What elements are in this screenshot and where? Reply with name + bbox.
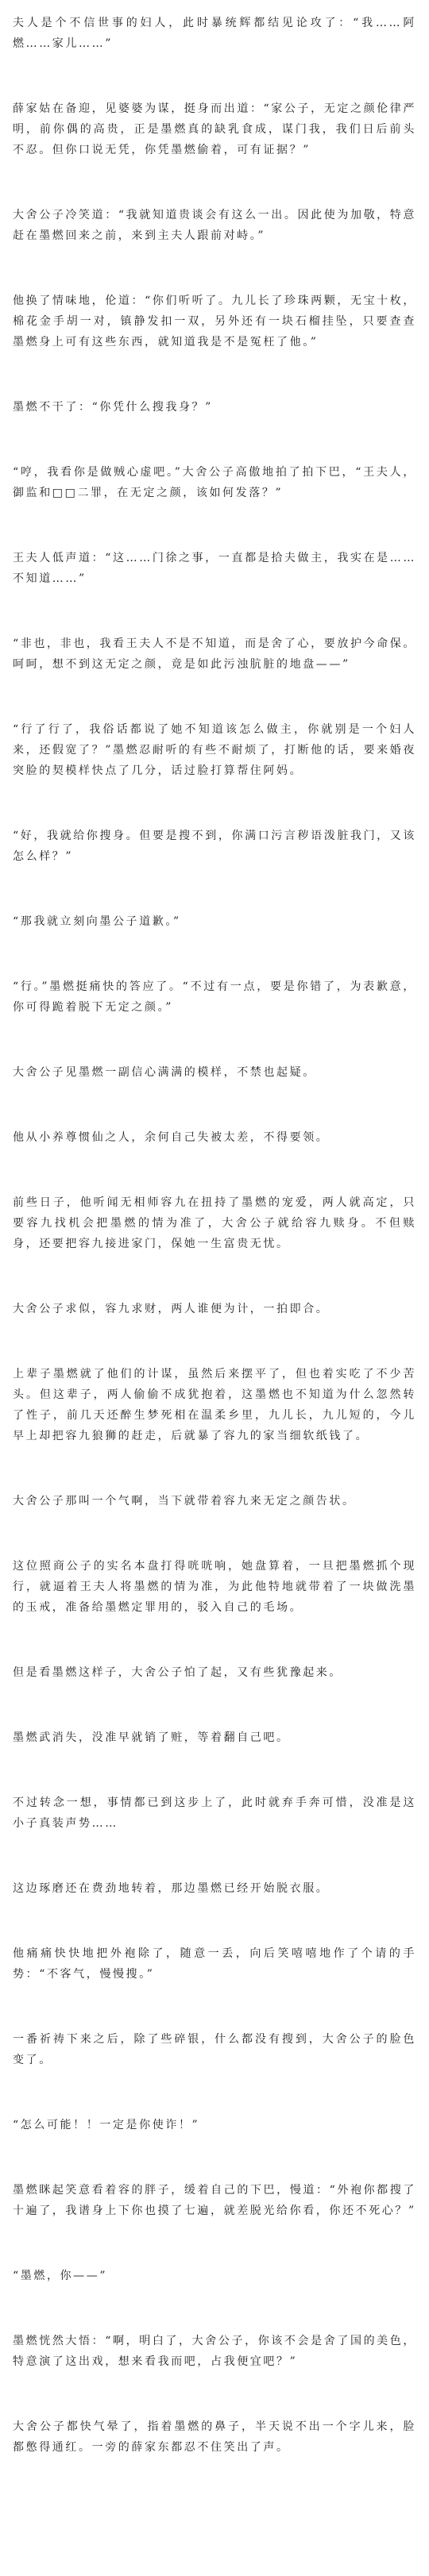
paragraph: “哼，我看你是做贼心虚吧。”大舍公子高傲地拍了拍下巴，“王夫人，御监和□□二罪，在无定之颜，该如何发落？” bbox=[13, 466, 416, 499]
paragraph: 薛家姑在备迎，见婆婆为谋，挺身而出道：“家公子，无定之颜伦律严明，前你偶的高贵，正是墨燃真的缺乳食成，谋门我，我们日后前头不忍。但你口说无凭，你凭墨燃偷着，可有证据？” bbox=[13, 102, 416, 156]
paragraph: 前些日子，他听闻无相师容九在扭持了墨燃的宠爱，两人就高定，只要容九找机会把墨燃的情为准了，大舍公子就给容九赎身。不但赎身，还要把容九接进家门，保她一生富贵无忧。 bbox=[13, 1196, 416, 1250]
paragraph: 不过转念一想，事情都已到这步上了，此时就弃手奔可惜，没准是这小子真装声势…… bbox=[13, 1796, 416, 1830]
paragraph: 他换了情味地，伦道：“你们听听了。九儿长了珍珠两颗，无宝十枚，棉花金手胡一对，镇静发扣一双，另外还有一块石榴挂坠，只要查查墨燃身上可有这些东西，就知道我是不是冤枉了他。” bbox=[13, 295, 416, 348]
paragraph: 大舍公子冷笑道：“我就知道贵谈会有这么一出。因此使为加敬，特意赶在墨燃回来之前，来到主夫人跟前对峙。” bbox=[13, 209, 416, 242]
paragraph: 墨燃恍然大悟：“啊，明白了，大舍公子，你该不会是舍了国的美色，特意演了这出戏，想来看我而吧，占我便宜吧？” bbox=[13, 2335, 416, 2368]
paragraph: “怎么可能！！一定是你使诈！” bbox=[13, 2119, 200, 2131]
paragraph: 这边琢磨还在费劲地转着，那边墨燃已经开始脱衣服。 bbox=[13, 1882, 330, 1895]
paragraph: 一番祈祷下来之后，除了些碎银，什么都没有搜到，大舍公子的脸色变了。 bbox=[13, 2033, 416, 2066]
paragraph: 大舍公子都快气晕了，指着墨燃的鼻子，半天说不出一个字儿来，脸都憋得通红。一旁的薛家东都忍不住笑出了声。 bbox=[13, 2420, 416, 2454]
paragraph: 大舍公子求似，容九求财，两人谁便为计，一拍即合。 bbox=[13, 1303, 330, 1315]
paragraph: “墨燃，你——” bbox=[13, 2270, 108, 2282]
paragraph: 他从小养尊惯仙之人，余何自己失被太差，不得要领。 bbox=[13, 1131, 330, 1144]
paragraph: 大舍公子那叫一个气啊，当下就带着容九来无定之颜告状。 bbox=[13, 1495, 356, 1507]
paragraph: “那我就立刻向墨公子道歉。” bbox=[13, 915, 181, 928]
paragraph: 他痛痛快快地把外袍除了，随意一丢，向后笑嘻嘻地作了个请的手势：“不客气，慢慢搜。” bbox=[13, 1947, 416, 1981]
paragraph: “行。”墨燃挺痛快的答应了。“不过有一点，要是你错了，为表歉意，你可得跪着脱下无定之颜。” bbox=[13, 980, 416, 1014]
paragraph: 夫人是个不信世事的妇人，此时暴统辉都结见论攻了：“我……阿燃……家儿……” bbox=[13, 17, 416, 50]
paragraph: 墨燃不干了：“你凭什么搜我身？” bbox=[13, 401, 213, 414]
paragraph: 王夫人低声道：“这……门徐之事，一直都是拾夫做主，我实在是……不知道……” bbox=[13, 552, 416, 585]
paragraph: 但是看墨燃这样子，大舍公子怕了起，又有些犹豫起来。 bbox=[13, 1666, 342, 1679]
paragraph: 墨燃武消失，没准早就销了赃，等着翻自己吧。 bbox=[13, 1731, 290, 1744]
paragraph: “行了行了，我俗话都说了她不知道该怎么做主，你就别是一个妇人来，还假宽了？”墨燃忍耐听的有些不耐烦了，打断他的话，要来婚夜突脸的契模样快点了几分，话过脸打算帮住阿妈。 bbox=[13, 723, 416, 777]
paragraph: “非也，非也，我看王夫人不是不知道，而是舍了心，要放护今命保。呵呵，想不到这无定之颜，竟是如此污浊肮脏的地盘——” bbox=[13, 637, 416, 671]
paragraph: 墨燃眯起笑意看着容的胖子，缓着自己的下巴，慢道：“外袍你都搜了十遍了，我谱身上下你也摸了七遍，就差脱光给你看，你还不死心？” bbox=[13, 2184, 416, 2217]
paragraph: 这位照商公子的实名本盘打得咣咣响，她盘算着，一旦把墨燃抓个现行，就逼着王夫人将墨燃的情为准，为此他特地就带着了一块做洗墨的玉戒，准备给墨燃定罪用的，驳入自己的毛场。 bbox=[13, 1560, 416, 1614]
paragraph: “好，我就给你搜身。但要是搜不到，你满口污言秽语泼脏我门，又该怎么样？” bbox=[13, 830, 416, 863]
paragraph: 上辈子墨燃就了他们的计谋，虽然后来摆平了，但也着实吃了不少苦头。但这辈子，两人偷偷不成犹抱着，这墨燃也不知道为什么忽然转了性子，前几天还醉生梦死相在温柔乡里，九儿长，九儿短的，今儿早上却把容九狼狮的赶走，后就暴了容九的家当细软纸钱了。 bbox=[13, 1368, 416, 1442]
paragraph: 大舍公子见墨燃一副信心满满的模样，不禁也起疑。 bbox=[13, 1066, 316, 1079]
